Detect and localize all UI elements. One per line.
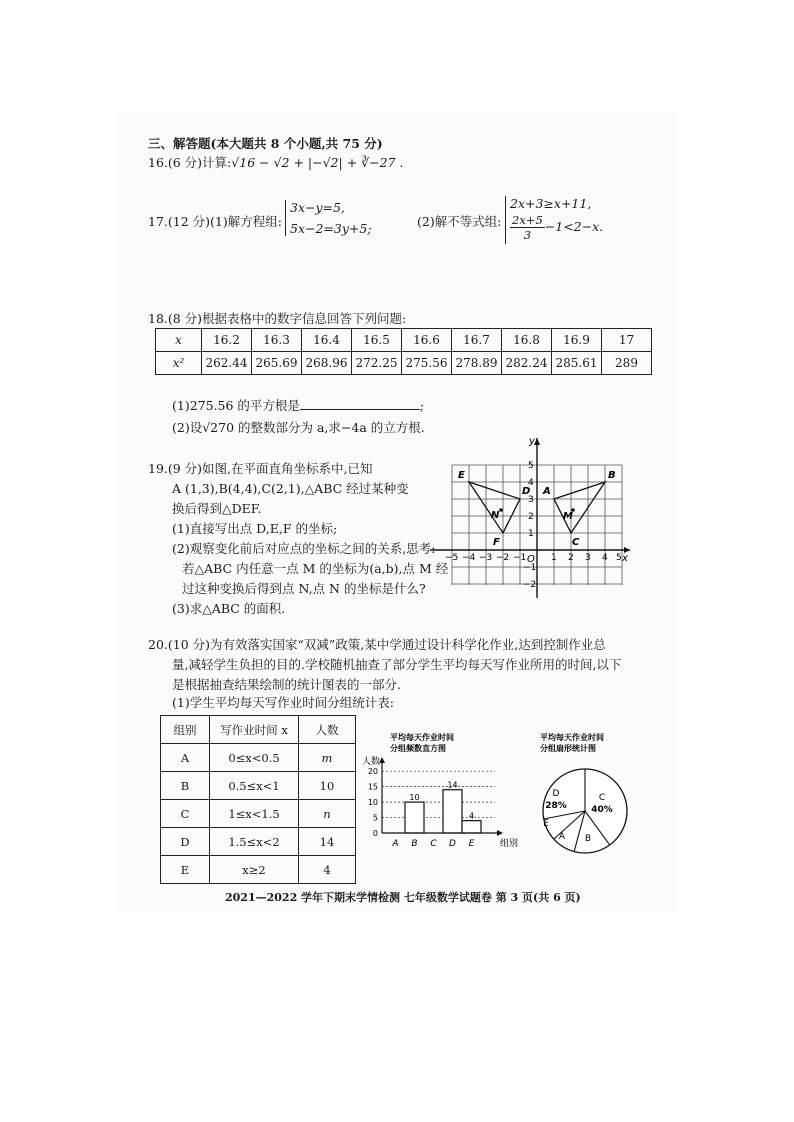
q20-line4: (1)学生平均每天写作业时间分组统计表:: [172, 695, 394, 710]
pie-slices: [543, 769, 627, 853]
y-tick: −2: [523, 580, 537, 590]
table-cell: 285.61: [552, 352, 602, 375]
q19-line3: 换后得到△DEF.: [172, 501, 262, 516]
pie-title-1: 平均每天作业时间: [540, 733, 604, 742]
q19-line1: 19.(9 分)如图,在平面直角坐标系中,已知: [148, 461, 373, 476]
table-cell: 16.4: [302, 329, 352, 352]
y-tick: 4: [528, 478, 534, 488]
table-cell: 16.5: [352, 329, 402, 352]
q17-brace-1: [285, 200, 288, 236]
y-tick-label: 10: [367, 798, 378, 808]
label-m: M: [563, 511, 573, 522]
q18-part1: [172, 397, 424, 414]
x-tick: 3: [585, 553, 591, 563]
table-cell: 278.89: [452, 352, 502, 375]
table-cell: 268.96: [302, 352, 352, 375]
table-cell: 16.6: [402, 329, 452, 352]
q17-frac-num: 2x+5: [512, 213, 543, 227]
q17-ineq2-rest: −1<2−x.: [544, 219, 604, 234]
table-row: [161, 800, 356, 828]
triangle-def: [469, 482, 520, 533]
table-row-x2: [156, 352, 652, 375]
coordinate-plane: [425, 420, 635, 600]
histogram-title-1: 平均每天作业时间: [390, 733, 454, 742]
x-tick: −3: [479, 553, 493, 563]
label-b: B: [608, 470, 616, 481]
label-d: D: [522, 486, 531, 497]
table-cell: 16.2: [202, 329, 252, 352]
table-cell: n: [299, 800, 356, 828]
table-cell: 14: [299, 828, 356, 856]
x-tick: 1: [551, 553, 557, 563]
q19-line4: (1)直接写出点 D,E,F 的坐标;: [172, 521, 338, 536]
y-tick-label: 0: [372, 829, 378, 838]
table-row-x: [156, 329, 652, 352]
table-cell: 265.69: [252, 352, 302, 375]
table-cell: D: [161, 828, 210, 856]
header-cell: 人数: [299, 716, 356, 744]
x-tick-label: B: [411, 839, 418, 849]
bar: [405, 802, 424, 833]
origin-label: O: [527, 554, 535, 565]
pie-title-2: 分组扇形统计图: [540, 744, 596, 753]
q17-ineq2: [510, 213, 603, 242]
histogram-xlabel: 组别: [500, 839, 519, 849]
x-tick-label: C: [430, 839, 437, 849]
table-cell: 17: [602, 329, 652, 352]
q16-number: 16.(6 分)计算:: [148, 155, 232, 170]
pie-slice-value: 40%: [591, 805, 613, 815]
pie-chart: [520, 728, 650, 858]
histogram-grid: [382, 771, 495, 817]
table-row: [161, 772, 356, 800]
q18-intro: 18.(8 分)根据表格中的数字信息回答下列问题:: [148, 311, 407, 326]
y-tick-label: 15: [367, 782, 378, 792]
data-label: 14: [447, 780, 458, 790]
square-table: [155, 328, 652, 375]
x-tick: 5: [616, 553, 622, 563]
group-table: [160, 715, 356, 884]
histogram-ylabel: 人数: [362, 757, 381, 767]
table-cell: 272.25: [352, 352, 402, 375]
data-label: 10: [409, 793, 420, 803]
histogram-x-arrow: [497, 830, 503, 836]
table-cell: 282.24: [502, 352, 552, 375]
q17-part2: (2)解不等式组:: [417, 214, 502, 229]
y-tick-label: 20: [367, 767, 378, 777]
y-tick: −1: [523, 563, 537, 573]
table-cell: 275.56: [402, 352, 452, 375]
table-cell: E: [161, 856, 210, 884]
triangle-abc: [554, 482, 605, 533]
table-cell: 0≤x<0.5: [210, 744, 299, 772]
q20-line1: 20.(10 分)为有效落实国家“双减”政策,某中学通过设计科学化作业,达到控制作业总: [148, 637, 606, 652]
pie-slice-label: D: [552, 789, 560, 799]
y-tick-labels: [523, 461, 536, 590]
histogram: [360, 728, 530, 858]
table-cell: 1.5≤x<2: [210, 828, 299, 856]
q19-line8: (3)求△ABC 的面积.: [172, 601, 286, 616]
x-tick: 2: [568, 553, 574, 563]
q17-frac-den: 3: [523, 228, 532, 242]
pie-slice-label: B: [584, 834, 592, 844]
bar: [462, 821, 481, 833]
x-tick: −1: [513, 553, 527, 563]
x-tick: −4: [462, 553, 476, 563]
q20-line3: 是根据抽查结果绘制的统计图表的一部分.: [172, 677, 401, 692]
pie-slice-label: A: [558, 832, 566, 842]
histogram-bars: [405, 781, 481, 833]
table-cell: 16.9: [552, 329, 602, 352]
header-cell: 组别: [161, 716, 210, 744]
q17-eq2: 5x−2=3y+5;: [290, 221, 372, 236]
label-f: F: [493, 537, 500, 548]
q18-part1-end: ;: [419, 398, 425, 413]
table-row: [161, 828, 356, 856]
label-a: A: [543, 486, 551, 497]
table-cell: A: [161, 744, 210, 772]
q19-line5: (2)观察变化前后对应点的坐标之间的关系,思考:: [172, 541, 436, 556]
y-tick: 5: [528, 461, 534, 471]
q18-part2: (2)设√270 的整数部分为 a,求−4a 的立方根.: [172, 420, 425, 435]
q20-line2: 量,减轻学生负担的目的.学校随机抽查了部分学生平均每天写作业所用的时间,以下: [172, 657, 622, 672]
table-row: [161, 744, 356, 772]
pie-slice-label: C: [598, 793, 606, 803]
table-cell: 16.7: [452, 329, 502, 352]
y-axis-label: y: [529, 436, 535, 447]
table-cell: 289: [602, 352, 652, 375]
label-c: C: [572, 537, 580, 548]
q18-part1-text: (1)275.56 的平方根是: [172, 398, 300, 413]
x-tick-label: A: [392, 839, 399, 849]
table-header-row: [161, 716, 356, 744]
answer-blank: [300, 397, 420, 410]
x-axis-label: x: [622, 553, 628, 564]
q17-brace-2: [505, 196, 508, 244]
point-n: [499, 508, 503, 512]
table-cell: 4: [299, 856, 356, 884]
y-tick-label: 5: [372, 813, 378, 823]
histogram-title-2: 分组频数直方图: [390, 744, 446, 753]
label-n: N: [491, 510, 500, 521]
q16-expression: √16 − √2 + |−√2| + ∛−27 .: [231, 155, 404, 170]
x-tick-label: E: [468, 839, 475, 849]
table-cell: x≥2: [210, 856, 299, 884]
row-label-x2: x²: [156, 352, 202, 375]
q16: [148, 155, 403, 171]
pie-slice-value: 28%: [545, 801, 567, 811]
x-tick: 4: [602, 553, 608, 563]
x-tick: −5: [445, 553, 459, 563]
table-cell: C: [161, 800, 210, 828]
q19-line7: 过这种变换后得到点 N,点 N 的坐标是什么?: [182, 581, 426, 596]
data-label: 4: [468, 811, 475, 821]
y-tick: 3: [528, 495, 534, 505]
q19-line6: 若△ABC 内任意一点 M 的坐标为(a,b),点 M 经: [182, 561, 449, 576]
table-cell: m: [299, 744, 356, 772]
bar: [443, 790, 462, 833]
table-cell: 16.3: [252, 329, 302, 352]
header-cell: 写作业时间 x: [210, 716, 299, 744]
q19-line2: A (1,3),B(4,4),C(2,1),△ABC 经过某种变: [172, 481, 409, 496]
y-tick: 1: [528, 529, 534, 539]
table-cell: B: [161, 772, 210, 800]
table-row: [161, 856, 356, 884]
table-cell: 10: [299, 772, 356, 800]
table-cell: 1≤x<1.5: [210, 800, 299, 828]
table-cell: 0.5≤x<1: [210, 772, 299, 800]
row-label-x: x: [156, 329, 202, 352]
y-tick: 2: [528, 512, 534, 522]
page-footer: 2021—2022 学年下期末学情检测 七年级数学试题卷 第 3 页(共 6 页): [225, 891, 581, 904]
section-header: 三、解答题(本大题共 8 个小题,共 75 分): [148, 136, 383, 151]
q17-number: 17.(12 分)(1)解方程组:: [148, 214, 282, 229]
label-e: E: [458, 470, 465, 481]
x-tick-label: D: [449, 839, 456, 849]
q17-ineq1: 2x+3≥x+11,: [510, 196, 592, 211]
q17-eq1: 3x−y=5,: [290, 200, 345, 215]
x-tick: −2: [496, 553, 510, 563]
table-cell: 262.44: [202, 352, 252, 375]
table-cell: 16.8: [502, 329, 552, 352]
pie-slice-label: E: [543, 819, 549, 829]
